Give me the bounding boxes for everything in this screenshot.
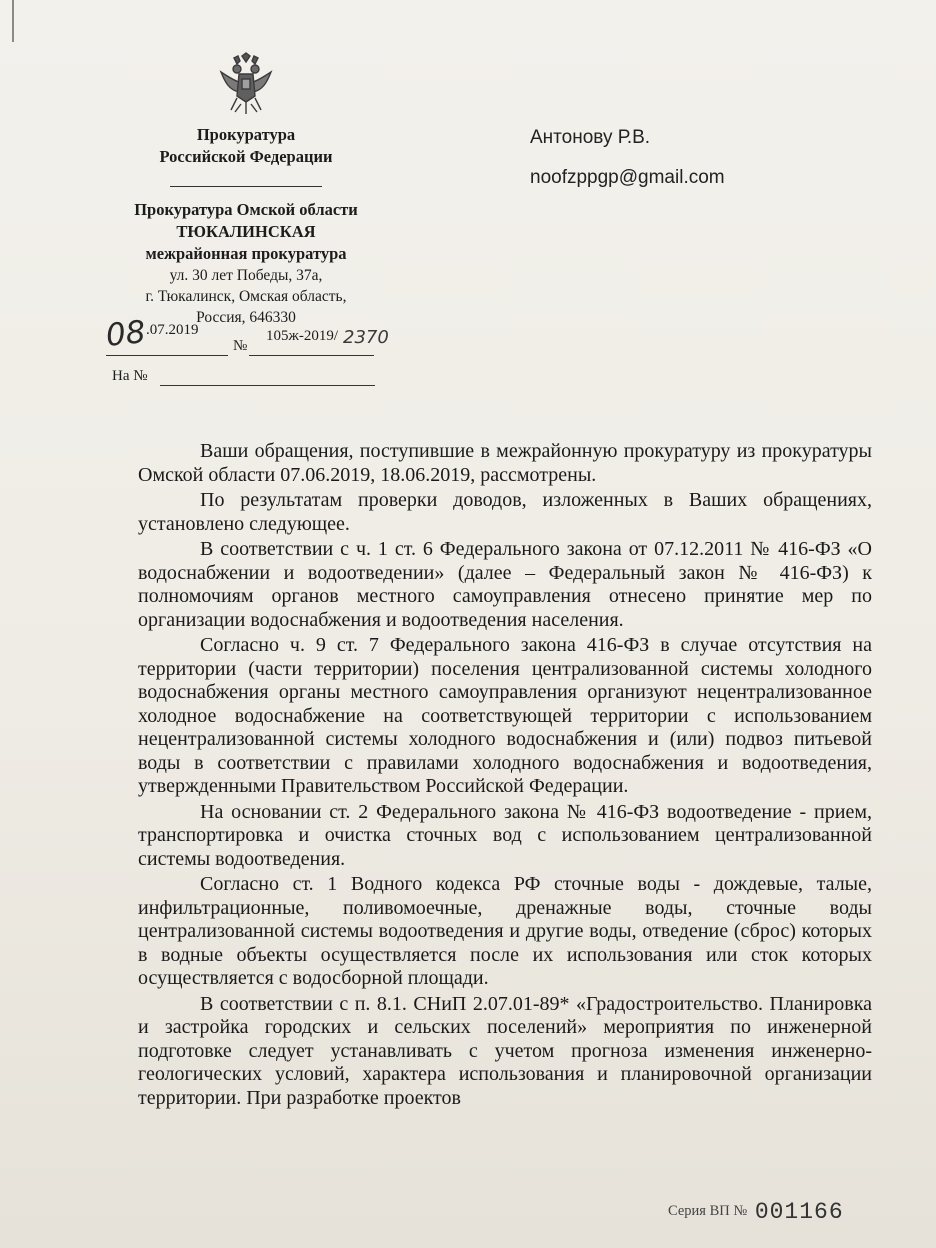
header-separator	[170, 186, 322, 187]
incoming-reference	[112, 368, 377, 385]
org-name-line-5: межрайонная прокуратура	[145, 244, 347, 263]
letter-body	[138, 440, 872, 1112]
body-paragraph: Согласно ч. 9 ст. 7 Федерального закона 416-ФЗ в случае отсутствия на территории (части территории) поселения централизованной системы холодного водоснабжения органы местного самоуправления организуют нецентрализованное холодное водоснабжение на соответствующей территории с использованием нецентрализованной системы холодного водоснабжения и (или) подвоз питьевой воды в соответствии с правилами холодного водоснабжения и водоотведения, утвержденными Правительством Российской Федерации.	[138, 634, 872, 797]
org-name-line-4: ТЮКАЛИНСКАЯ	[176, 222, 316, 241]
eagle-emblem-icon	[215, 52, 277, 118]
body-paragraph: Ваши обращения, поступившие в межрайонную прокуратуру из прокуратуры Омской области 07.06.2019, 18.06.2019, рассмотрены.	[138, 440, 872, 486]
body-paragraph: На основании ст. 2 Федерального закона № 416-ФЗ водоотведение - прием, транспортировка и очистка сточных вод с использованием централизованной системы водоотведения.	[138, 800, 872, 870]
handwritten-number: 2370	[343, 327, 389, 348]
body-paragraph: В соответствии с ч. 1 ст. 6 Федерального закона от 07.12.2011 № 416-ФЗ «О водоснабжении и водоотведении» (далее – Федеральный закон № 416-ФЗ) к полномочиям органов местного самоуправления отнесено принятие мер по организации водоснабжения и водоотведения населения.	[138, 538, 872, 631]
org-name-line-1: Прокуратура	[196, 125, 296, 144]
handwritten-day: 08	[104, 314, 148, 354]
date-underline	[106, 355, 228, 356]
series-number-sign: №	[733, 1203, 748, 1219]
incoming-reference-label: На №	[112, 368, 148, 384]
org-name-line-2: Российской Федерации	[159, 147, 333, 166]
org-name-line-3: Прокуратура Омской области	[134, 200, 358, 219]
letterhead	[96, 52, 396, 328]
outgoing-reference	[104, 314, 389, 354]
series-number: 001166	[754, 1199, 844, 1225]
body-paragraph: В соответствии с п. 8.1. СНиП 2.07.01-89* «Градостроительство. Планировка и застройка городских и сельских поселений» мероприятия по инженерной подготовке следует устанавливать с учетом прогноза изменения инженерно-геологических условий, характера использования и планировочной организации территории. При разработке проектов	[138, 992, 872, 1109]
recipient-email: noofzppgp@gmail.com	[530, 167, 725, 188]
outgoing-date: .07.2019	[146, 322, 199, 338]
body-paragraph: По результатам проверки доводов, изложенных в Ваших обращениях, установлено следующее.	[138, 489, 872, 535]
body-paragraph: Согласно ст. 1 Водного кодекса РФ сточные воды - дождевые, талые, инфильтрационные, поливомоечные, дренажные воды, сточные воды централизованной системы водоотведения и другие воды, отведение (сброс) которых в водные объекты осуществляется после их использования или сток которых осуществляется с водосборной площади.	[138, 873, 872, 989]
address-line-1: ул. 30 лет Победы, 37а,	[169, 267, 323, 284]
incoming-reference-line	[160, 385, 375, 386]
number-sign: №	[233, 338, 248, 354]
number-underline	[249, 355, 374, 356]
paper-edge-mark	[12, 0, 14, 42]
series-label: Серия ВП	[668, 1203, 730, 1219]
recipient-block	[530, 118, 725, 198]
form-series-footer	[668, 1196, 844, 1225]
address-line-2: г. Тюкалинск, Омская область,	[145, 288, 347, 305]
recipient-name: Антонову Р.В.	[530, 127, 651, 148]
address-line-3: Россия, 646330	[196, 309, 296, 326]
outgoing-number: 105ж-2019/	[266, 328, 339, 344]
